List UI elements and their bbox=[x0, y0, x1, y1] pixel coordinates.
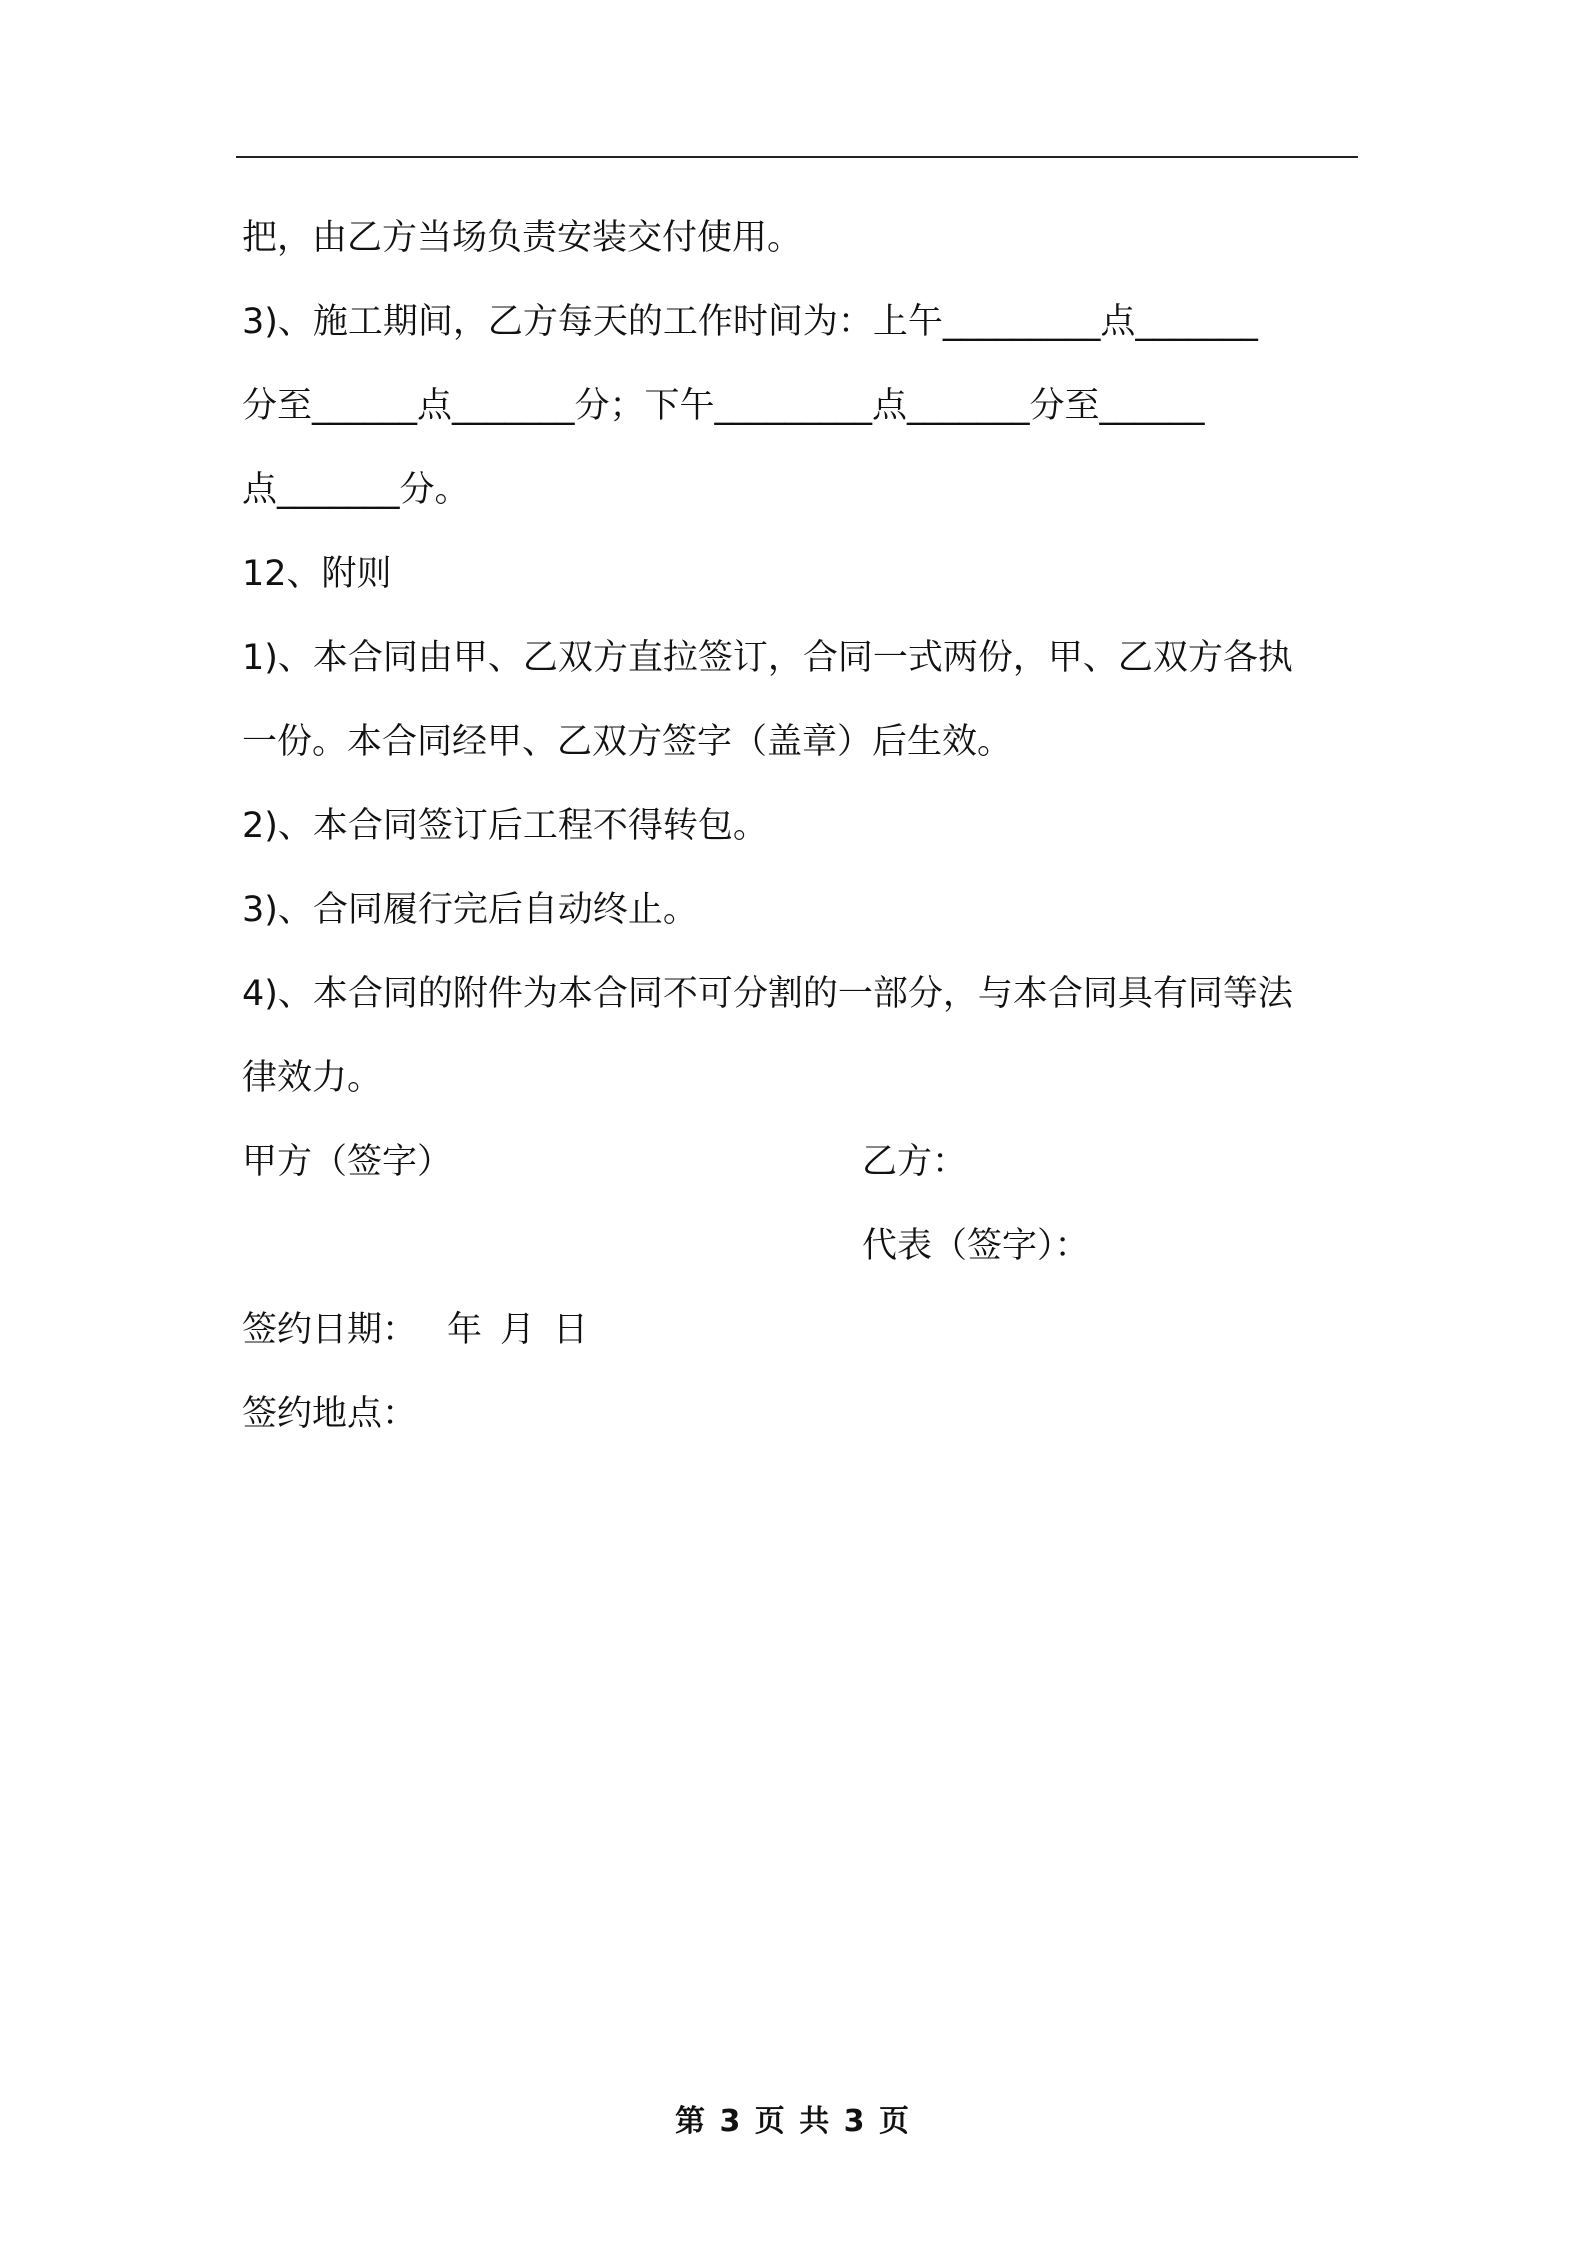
item-3-working-hours-line-2: 分至______点_______分；下午_________点_______分至______ bbox=[242, 386, 1205, 426]
rule-4-line-2: 律效力。 bbox=[242, 1058, 383, 1098]
date-day-label: 日 bbox=[553, 1310, 589, 1350]
rule-1-line-2: 一份。本合同经甲、乙双方签字（盖章）后生效。 bbox=[242, 722, 1013, 762]
signing-date-row bbox=[242, 1288, 1358, 1372]
representative-signature-label: 代表（签字）： bbox=[862, 1226, 1090, 1266]
body-line-continuation: 把，由乙方当场负责安装交付使用。 bbox=[242, 218, 803, 258]
signature-row-parties bbox=[242, 1120, 1358, 1204]
date-year-label: 年 bbox=[447, 1310, 483, 1350]
signing-date-label: 签约日期： bbox=[242, 1310, 418, 1350]
party-a-signature-label: 甲方（签字） bbox=[242, 1142, 453, 1182]
signing-date-fields bbox=[447, 1288, 606, 1372]
item-3-working-hours-line-1: 3)、施工期间，乙方每天的工作时间为：上午_________点_______ bbox=[242, 302, 1258, 342]
rule-1-line-1: 1)、本合同由甲、乙双方直拉签订，合同一式两份，甲、乙双方各执 bbox=[242, 638, 1293, 678]
party-b-label: 乙方： bbox=[862, 1142, 968, 1182]
signature-row-representative bbox=[242, 1204, 1358, 1288]
date-month-label: 月 bbox=[500, 1310, 536, 1350]
header-divider bbox=[236, 156, 1358, 158]
rule-4-line-1: 4)、本合同的附件为本合同不可分割的一部分，与本合同具有同等法 bbox=[242, 974, 1293, 1014]
document-body bbox=[242, 196, 1358, 1456]
rule-2: 2)、本合同签订后工程不得转包。 bbox=[242, 806, 768, 846]
page-number-footer: 第 3 页 共 3 页 bbox=[675, 2104, 911, 2139]
item-3-working-hours-line-3: 点_______分。 bbox=[242, 470, 470, 510]
rule-3: 3)、合同履行完后自动终止。 bbox=[242, 890, 698, 930]
signing-place-label: 签约地点： bbox=[242, 1394, 418, 1434]
section-12-title: 12、附则 bbox=[242, 554, 392, 594]
